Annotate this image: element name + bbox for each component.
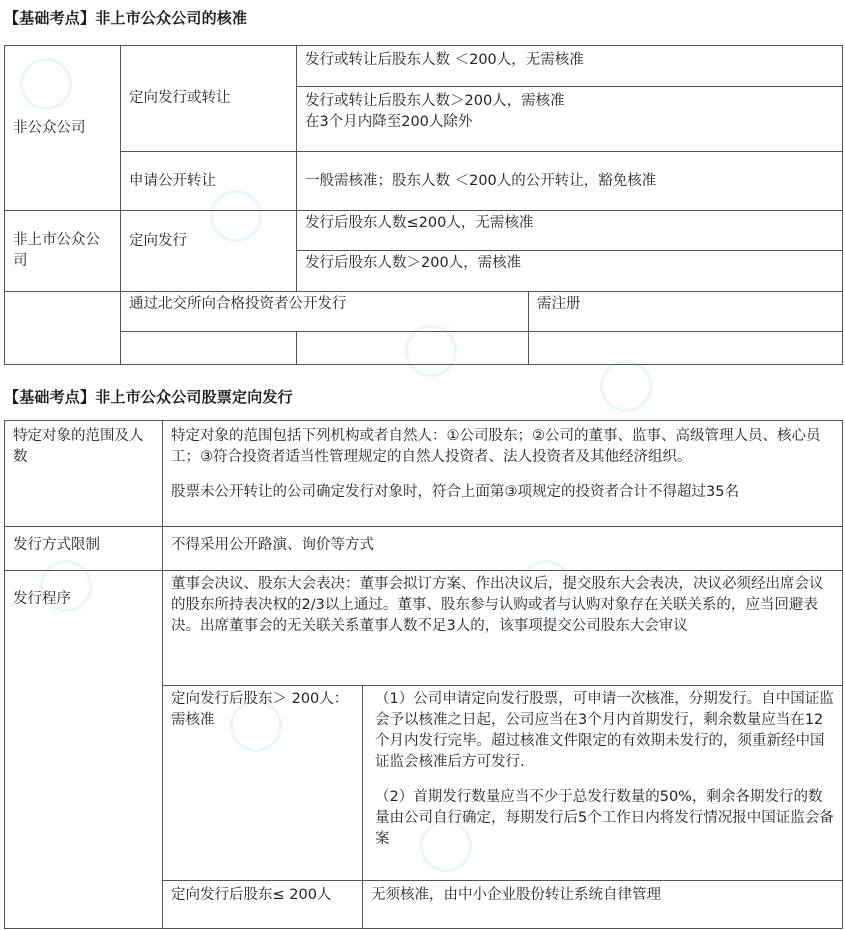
issue-over-200: 发行后股东人数＞200人，需核准	[297, 251, 843, 292]
specific-objects-para1: 特定对象的范围包括下列机构或者自然人：①公司股东；②公司的董事、监事、高级管理人员、核心员工；③符合投资者适当性管理规定的自然人投资者、法人投资者及其他经济组织。	[171, 428, 821, 465]
condition-over-200-line1: 发行或转让后股东人数＞200人，需核准	[305, 93, 565, 109]
empty-cell	[297, 332, 529, 365]
specific-objects-label: 特定对象的范围及人数	[5, 421, 163, 527]
procedure-label: 发行程序	[5, 571, 163, 929]
bse-public-issue: 通过北交所向合格投资者公开发行	[121, 292, 529, 332]
condition-under-200: 发行或转让后股东人数 ＜200人，无需核准	[297, 46, 843, 87]
issue-under-200: 发行后股东人数≤200人，无需核准	[297, 211, 843, 251]
row-label-apply-public-transfer: 申请公开转让	[121, 152, 297, 211]
specific-objects-para2: 股票未公开转让的公司确定发行对象时，符合上面第③项规定的投资者合计不得超过35名	[171, 484, 739, 500]
row-label-non-public: 非公众公司	[5, 46, 121, 211]
over-200-content	[363, 686, 843, 881]
condition-over-200	[297, 87, 843, 152]
board-resolution-text: 董事会决议、股东大会表决：董事会拟订方案、作出决议后，提交股东大会表决，决议必须经出席会议的股东所持表决权的2/3以上通过。董事、股东参与认购或者与认购对象存在关联关系的，应当回避表决。出席董事会的无关联关系董事人数不足3人的，该事项提交公司股东大会审议	[163, 571, 843, 686]
empty-cell	[5, 332, 121, 365]
condition-over-200-line2: 在3个月内降至200人除外	[305, 114, 473, 130]
empty-cell	[5, 292, 121, 332]
directed-issue-table	[4, 420, 843, 929]
method-limit-text: 不得采用公开路演、询价等方式	[163, 527, 843, 571]
empty-cell	[529, 332, 843, 365]
under-200-text: 无须核准，由中小企业股份转让系统自律管理	[363, 881, 843, 929]
method-limit-label: 发行方式限制	[5, 527, 163, 571]
row-label-directed-issue: 定向发行	[121, 211, 297, 292]
over-200-para2: （2）首期发行数量应当不少于总发行数量的50%，剩余各期发行的数量由公司自行确定，每期发行后5个工作日内将发行情况报中国证监会备案	[375, 789, 834, 847]
specific-objects-content	[163, 421, 843, 527]
watermark-logo	[600, 360, 652, 412]
over-200-label: 定向发行后股东＞ 200人：需核准	[163, 686, 363, 881]
row-label-directed-issue-or-transfer: 定向发行或转让	[121, 46, 297, 152]
empty-cell	[121, 332, 297, 365]
approval-table	[4, 45, 843, 365]
under-200-label: 定向发行后股东≤ 200人	[163, 881, 363, 929]
need-registration: 需注册	[529, 292, 843, 332]
over-200-para1: （1）公司申请定向发行股票，可申请一次核准，分期发行。自中国证监会予以核准之日起，公司应当在3个月内首期发行，剩余数量应当在12个月内发行完毕。超过核准文件限定的有效期未发行的，须重新经中国证监会核准后方可发行.	[375, 691, 834, 770]
row-label-unlisted-public: 非上市公众公司	[5, 211, 121, 292]
section-heading: 【基础考点】非上市公众公司股票定向发行	[4, 388, 293, 406]
section-heading: 【基础考点】非上市公众公司的核准	[4, 9, 248, 27]
public-transfer-text: 一般需核准；股东人数 ＜200人的公开转让，豁免核准	[297, 152, 843, 211]
